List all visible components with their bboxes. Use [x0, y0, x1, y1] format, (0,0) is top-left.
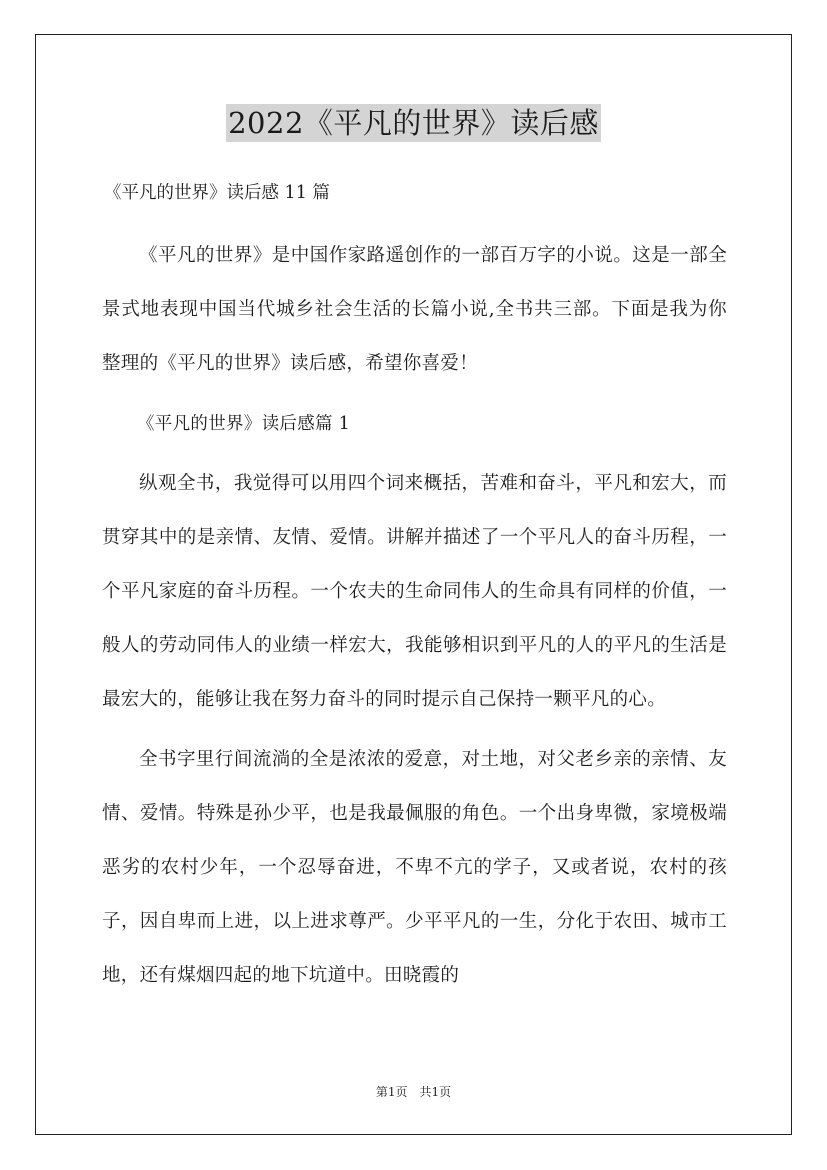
section-heading: 《平凡的世界》读后感篇 1: [137, 414, 351, 434]
paragraph-1: 纵观全书，我觉得可以用四个词来概括，苦难和奋斗，平凡和宏大，而贯穿其中的是亲情、友情、爱情。讲解并描述了一个平凡人的奋斗历程，一个平凡家庭的奋斗历程。一个农夫的生命同伟人的生命具有同样的价值，一般人的劳动同伟人的业绩一样宏大，我能够相识到平凡的人的平凡的生活是最宏大的，能够让我在努力奋斗的同时提示自己保持一颗平凡的心。: [102, 473, 727, 710]
document-body: [102, 229, 727, 1009]
title-wrap: [0, 104, 827, 142]
document-title: 2022《平凡的世界》读后感: [228, 106, 599, 140]
paragraph-intro: 《平凡的世界》是中国作家路遥创作的一部百万字的小说。这是一部全景式地表现中国当代城乡社会生活的长篇小说,全书共三部。下面是我为你整理的《平凡的世界》读后感，希望你喜爱！: [102, 245, 727, 374]
document-subtitle: 《平凡的世界》读后感 11 篇: [104, 183, 330, 203]
page-footer: 第1页 共1页: [375, 1085, 452, 1099]
paragraph-2: 全书字里行间流淌的全是浓浓的爱意，对土地，对父老乡亲的亲情、友情、爱情。特殊是孙少平，也是我最佩服的角色。一个出身卑微，家境极端恶劣的农村少年，一个忍辱奋进，不卑不亢的学子，又或者说，农村的孩子，因自卑而上进，以上进求尊严。少平平凡的一生，分化于农田、城市工地，还有煤烟四起的地下坑道中。田晓霞的: [102, 749, 727, 986]
